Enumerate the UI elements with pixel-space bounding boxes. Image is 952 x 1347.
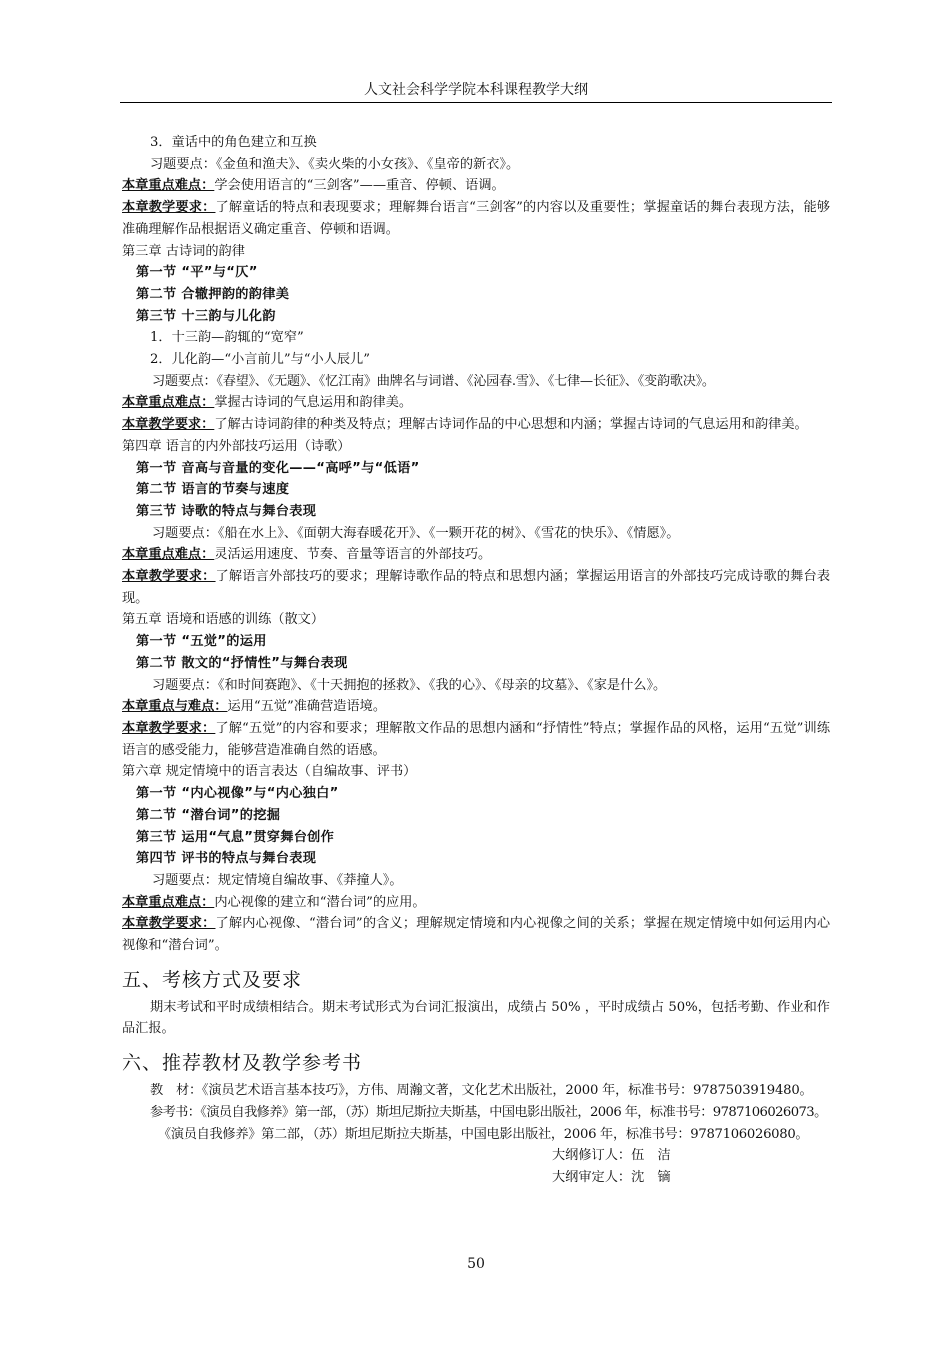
exercise-line: 习题要点：《春望》、《无题》、《忆江南》曲牌名与词谱、《沁园春.雪》、《七律—长征》、《变韵歌决》。 (152, 373, 715, 389)
requirements-line (122, 414, 830, 436)
exercise-line: 习题要点：《和时间赛跑》、《十天拥抱的拯救》、《我的心》、《母亲的坟墓》、《家是什么》。 (152, 677, 667, 693)
key-points-line (122, 696, 830, 718)
requirements-line (122, 566, 830, 609)
section-title: 第一节 音高与音量的变化——“高呼”与“低语” (136, 460, 420, 476)
key-points-line (122, 175, 830, 197)
section-title: 第四节 评书的特点与舞台表现 (136, 851, 317, 867)
chapter-title: 第六章 规定情境中的语言表达（自编故事、评书） (122, 764, 417, 780)
key-points-label: 本章重点难点： (122, 395, 215, 411)
section-title: 第二节 语言的节奏与速度 (136, 482, 290, 498)
section-title: 第三节 诗歌的特点与舞台表现 (136, 503, 317, 519)
requirements-text: 了解童话的特点和表现要求；理解舞台语言“三剑客”的内容以及重要性；掌握童话的舞台表现方法，能够准确理解作品根据语义确定重音、停顿和语调。 (122, 200, 831, 237)
text-line: 2．儿化韵—“小言前儿”与“小人辰儿” (150, 352, 370, 368)
page-number: 50 (467, 1256, 485, 1272)
chapter-title: 第三章 古诗词的韵律 (122, 243, 245, 259)
chapter-title: 第五章 语境和语感的训练（散文） (122, 612, 325, 628)
key-points-text: 内心视像的建立和“潜台词”的应用。 (214, 894, 426, 910)
header-rule (120, 102, 832, 103)
key-points-label: 本章重点难点： (122, 894, 215, 910)
exercise-line: 习题要点：《金鱼和渔夫》、《卖火柴的小女孩》、《皇帝的新衣》。 (150, 156, 520, 172)
requirements-text: 了解古诗词韵律的种类及特点；理解古诗词作品的中心思想和内涵；掌握古诗词的气息运用和韵律美。 (214, 417, 808, 433)
key-points-line (122, 544, 830, 566)
key-points-label: 本章重点难点： (122, 178, 215, 194)
section-heading: 五、考核方式及要求 (122, 968, 303, 991)
key-points-label: 本章重点难点： (122, 547, 215, 563)
key-points-text: 学会使用语言的“三剑客”——重音、停顿、语调。 (214, 178, 505, 194)
reference-line: 《演员自我修养》第二部，（苏）斯坦尼斯拉夫斯基，中国电影出版社，2006 年，标准书号：9787106026080。 (158, 1126, 809, 1142)
section-title: 第一节 “五觉”的运用 (136, 634, 267, 650)
requirements-label: 本章教学要求： (122, 720, 216, 736)
section-title: 第三节 运用“气息”贯穿舞台创作 (136, 829, 335, 845)
requirements-label: 本章教学要求： (122, 916, 216, 932)
text-line: 1．十三韵—韵辄的“宽窄” (150, 330, 304, 346)
chapter-title: 第四章 语言的内外部技巧运用（诗歌） (122, 438, 351, 454)
key-points-text: 灵活运用速度、节奏、音量等语言的外部技巧。 (214, 547, 492, 563)
section-title: 第三节 十三韵与儿化韵 (136, 308, 276, 324)
assessment-paragraph: 期末考试和平时成绩相结合。期末考试形式为台词汇报演出，成绩占 50% ，平时成绩占 50%，包括考勤、作业和作品汇报。 (122, 999, 830, 1037)
key-points-text: 运用“五觉”准确营造语境。 (227, 699, 387, 715)
requirements-text: 了解“五觉”的内容和要求；理解散文作品的思想内涵和“抒情性”特点；掌握作品的风格，运用“五觉”训练语言的感受能力，能够营造准确自然的语感。 (122, 720, 831, 758)
requirements-line (122, 197, 830, 240)
section-title: 第二节 合辙押韵的韵律美 (136, 286, 290, 302)
reviser-line: 大纲修订人：伍 洁 (552, 1148, 671, 1164)
requirements-text: 了解内心视像、“潜台词”的含义；理解规定情境和内心视像之间的关系；掌握在规定情境中如何运用内心视像和“潜台词”。 (122, 916, 831, 954)
document-body (122, 132, 830, 1189)
section-title: 第二节 散文的“抒情性”与舞台表现 (136, 655, 348, 671)
requirements-label: 本章教学要求： (122, 417, 215, 433)
requirements-line (122, 718, 830, 761)
reviewer-line: 大纲审定人：沈 镝 (552, 1169, 671, 1185)
requirements-text: 了解语言外部技巧的要求；理解诗歌作品的特点和思想内涵；掌握运用语言的外部技巧完成诗歌的舞台表现。 (122, 569, 831, 606)
exercise-line: 习题要点：规定情境自编故事、《莽撞人》。 (152, 872, 403, 888)
section-title: 第一节 “平”与“仄” (136, 265, 258, 281)
section-heading: 六、推荐教材及教学参考书 (122, 1052, 363, 1075)
key-points-label: 本章重点与难点： (122, 699, 228, 715)
reference-line: 参考书：《演员自我修养》第一部，（苏）斯坦尼斯拉夫斯基，中国电影出版社，2006 年，标准书号：9787106026073。 (150, 1104, 827, 1120)
requirements-label: 本章教学要求： (122, 569, 216, 585)
exercise-line: 习题要点：《船在水上》、《面朝大海春暖花开》、《一颗开花的树》、《雪花的快乐》、《情愿》。 (152, 525, 680, 541)
section-title: 第一节 “内心视像”与“内心独白” (136, 786, 339, 802)
page-header: 人文社会科学学院本科课程教学大纲 (364, 82, 588, 98)
key-points-line (122, 392, 830, 414)
requirements-label: 本章教学要求： (122, 200, 216, 216)
requirements-line (122, 913, 830, 956)
key-points-line (122, 892, 830, 914)
key-points-text: 掌握古诗词的气息运用和韵律美。 (214, 395, 413, 411)
text-line: 3．童话中的角色建立和互换 (150, 135, 317, 150)
reference-line: 教 材：《演员艺术语言基本技巧》，方伟、周瀚文著，文化艺术出版社，2000 年，标准书号：9787503919480。 (150, 1083, 813, 1099)
section-title: 第二节 “潜台词”的挖掘 (136, 807, 281, 823)
